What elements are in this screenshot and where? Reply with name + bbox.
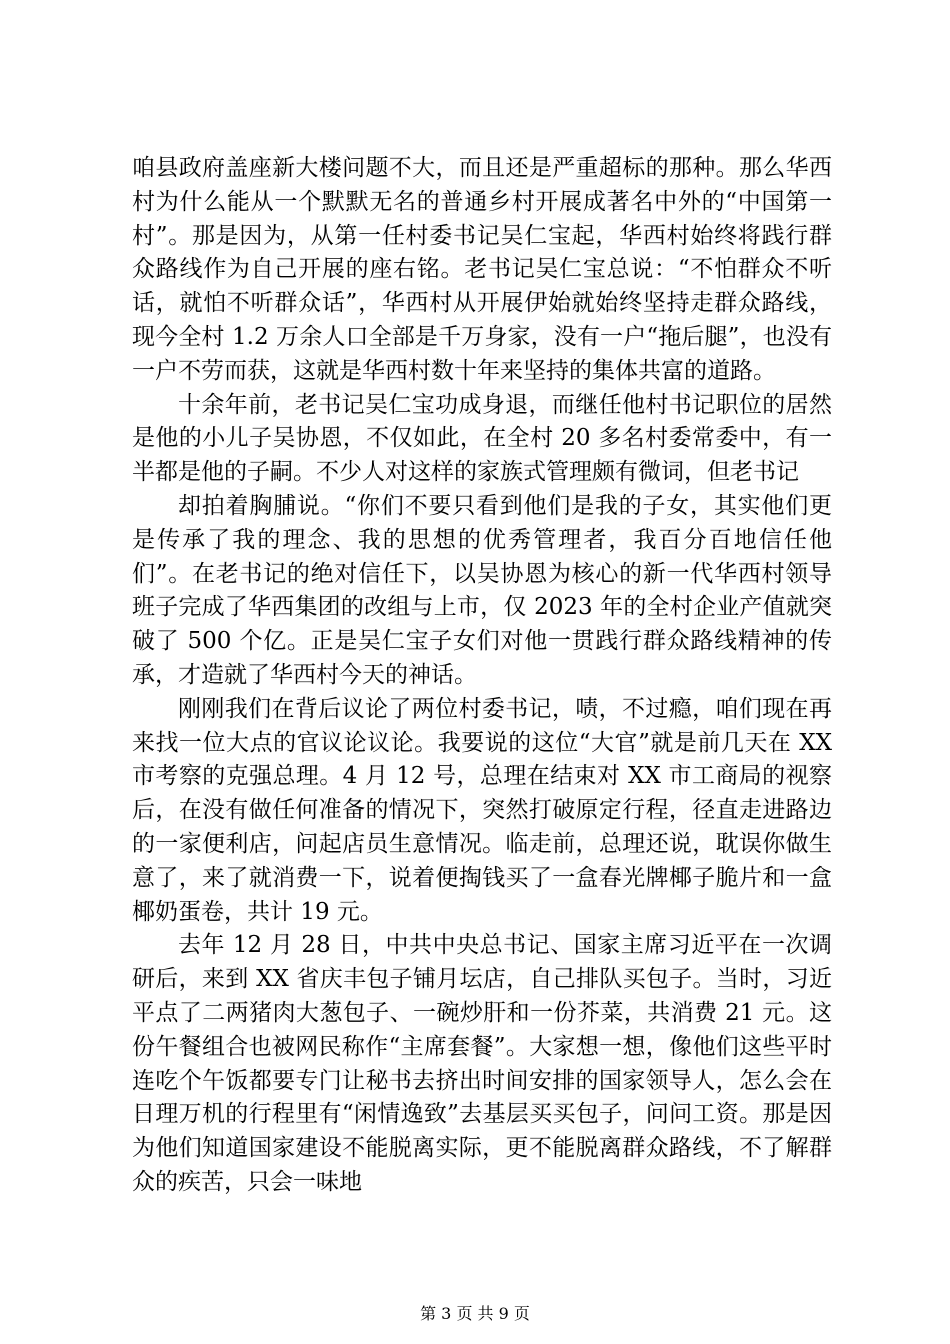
paragraph: 去年 12 月 28 日，中共中央总书记、国家主席习近平在一次调研后，来到 XX 省庆丰包子铺月坛店，自己排队买包子。当时，习近平点了二两猪肉大葱包子、一碗炒肝和一份芥菜，共消费 21 元。这份午餐组合也被网民称作“主席套餐”。大家想一想，像他们这些平时连吃个午饭都要专门让秘书去挤出时间安排的国家领导人，怎么会在日理万机的行程里有“闲情逸致”去基层买买包子，问问工资。那是因为他们知道国家建设不能脱离实际，更不能脱离群众路线，不了解群众的疾苦，只会一味地 <box>132 932 832 1195</box>
body-text <box>132 152 832 1200</box>
paragraph: 咱县政府盖座新大楼问题不大，而且还是严重超标的那种。那么华西村为什么能从一个默默无名的普通乡村开展成著名中外的“中国第一村”。那是因为，从第一任村委书记吴仁宝起，华西村始终将践行群众路线作为自己开展的座右铭。老书记吴仁宝总说：“不怕群众不听话，就怕不听群众话”，华西村从开展伊始就始终坚持走群众路线，现今全村 1.2 万余人口全部是千万身家，没有一户“拖后腿”，也没有一户不劳而获，这就是华西村数十年来坚持的集体共富的道路。 <box>132 155 832 384</box>
paragraph: 却拍着胸脯说。“你们不要只看到他们是我的子女，其实他们更是传承了我的理念、我的思想的优秀管理者，我百分百地信任他们”。在老书记的绝对信任下，以吴协恩为核心的新一代华西村领导班子完成了华西集团的改组与上市，仅 2023 年的全村企业产值就突破了 500 个亿。正是吴仁宝子女们对他一贯践行群众路线精神的传承，才造就了华西村今天的神话。 <box>132 492 832 688</box>
paragraph: 刚刚我们在背后议论了两位村委书记，啧，不过瘾，咱们现在再来找一位大点的官议论议论。我要说的这位“大官”就是前几天在 XX 市考察的克强总理。4 月 12 号，总理在结束对 XX 市工商局的视察后，在没有做任何准备的情况下，突然打破原定行程，径直走进路边的一家便利店，问起店员生意情况。临走前，总理还说，耽误你做生意了，来了就消费一下，说着便掏钱买了一盒春光牌椰子脆片和一盒椰奶蛋卷，共计 19 元。 <box>132 695 832 925</box>
paragraph: 十余年前，老书记吴仁宝功成身退，而继任他村书记职位的居然是他的小儿子吴协恩，不仅如此，在全村 20 多名村委常委中，有一半都是他的子嗣。不少人对这样的家族式管理颇有微词，但老书记 <box>132 391 832 486</box>
page-footer: 第 3 页 共 9 页 <box>420 1304 530 1323</box>
